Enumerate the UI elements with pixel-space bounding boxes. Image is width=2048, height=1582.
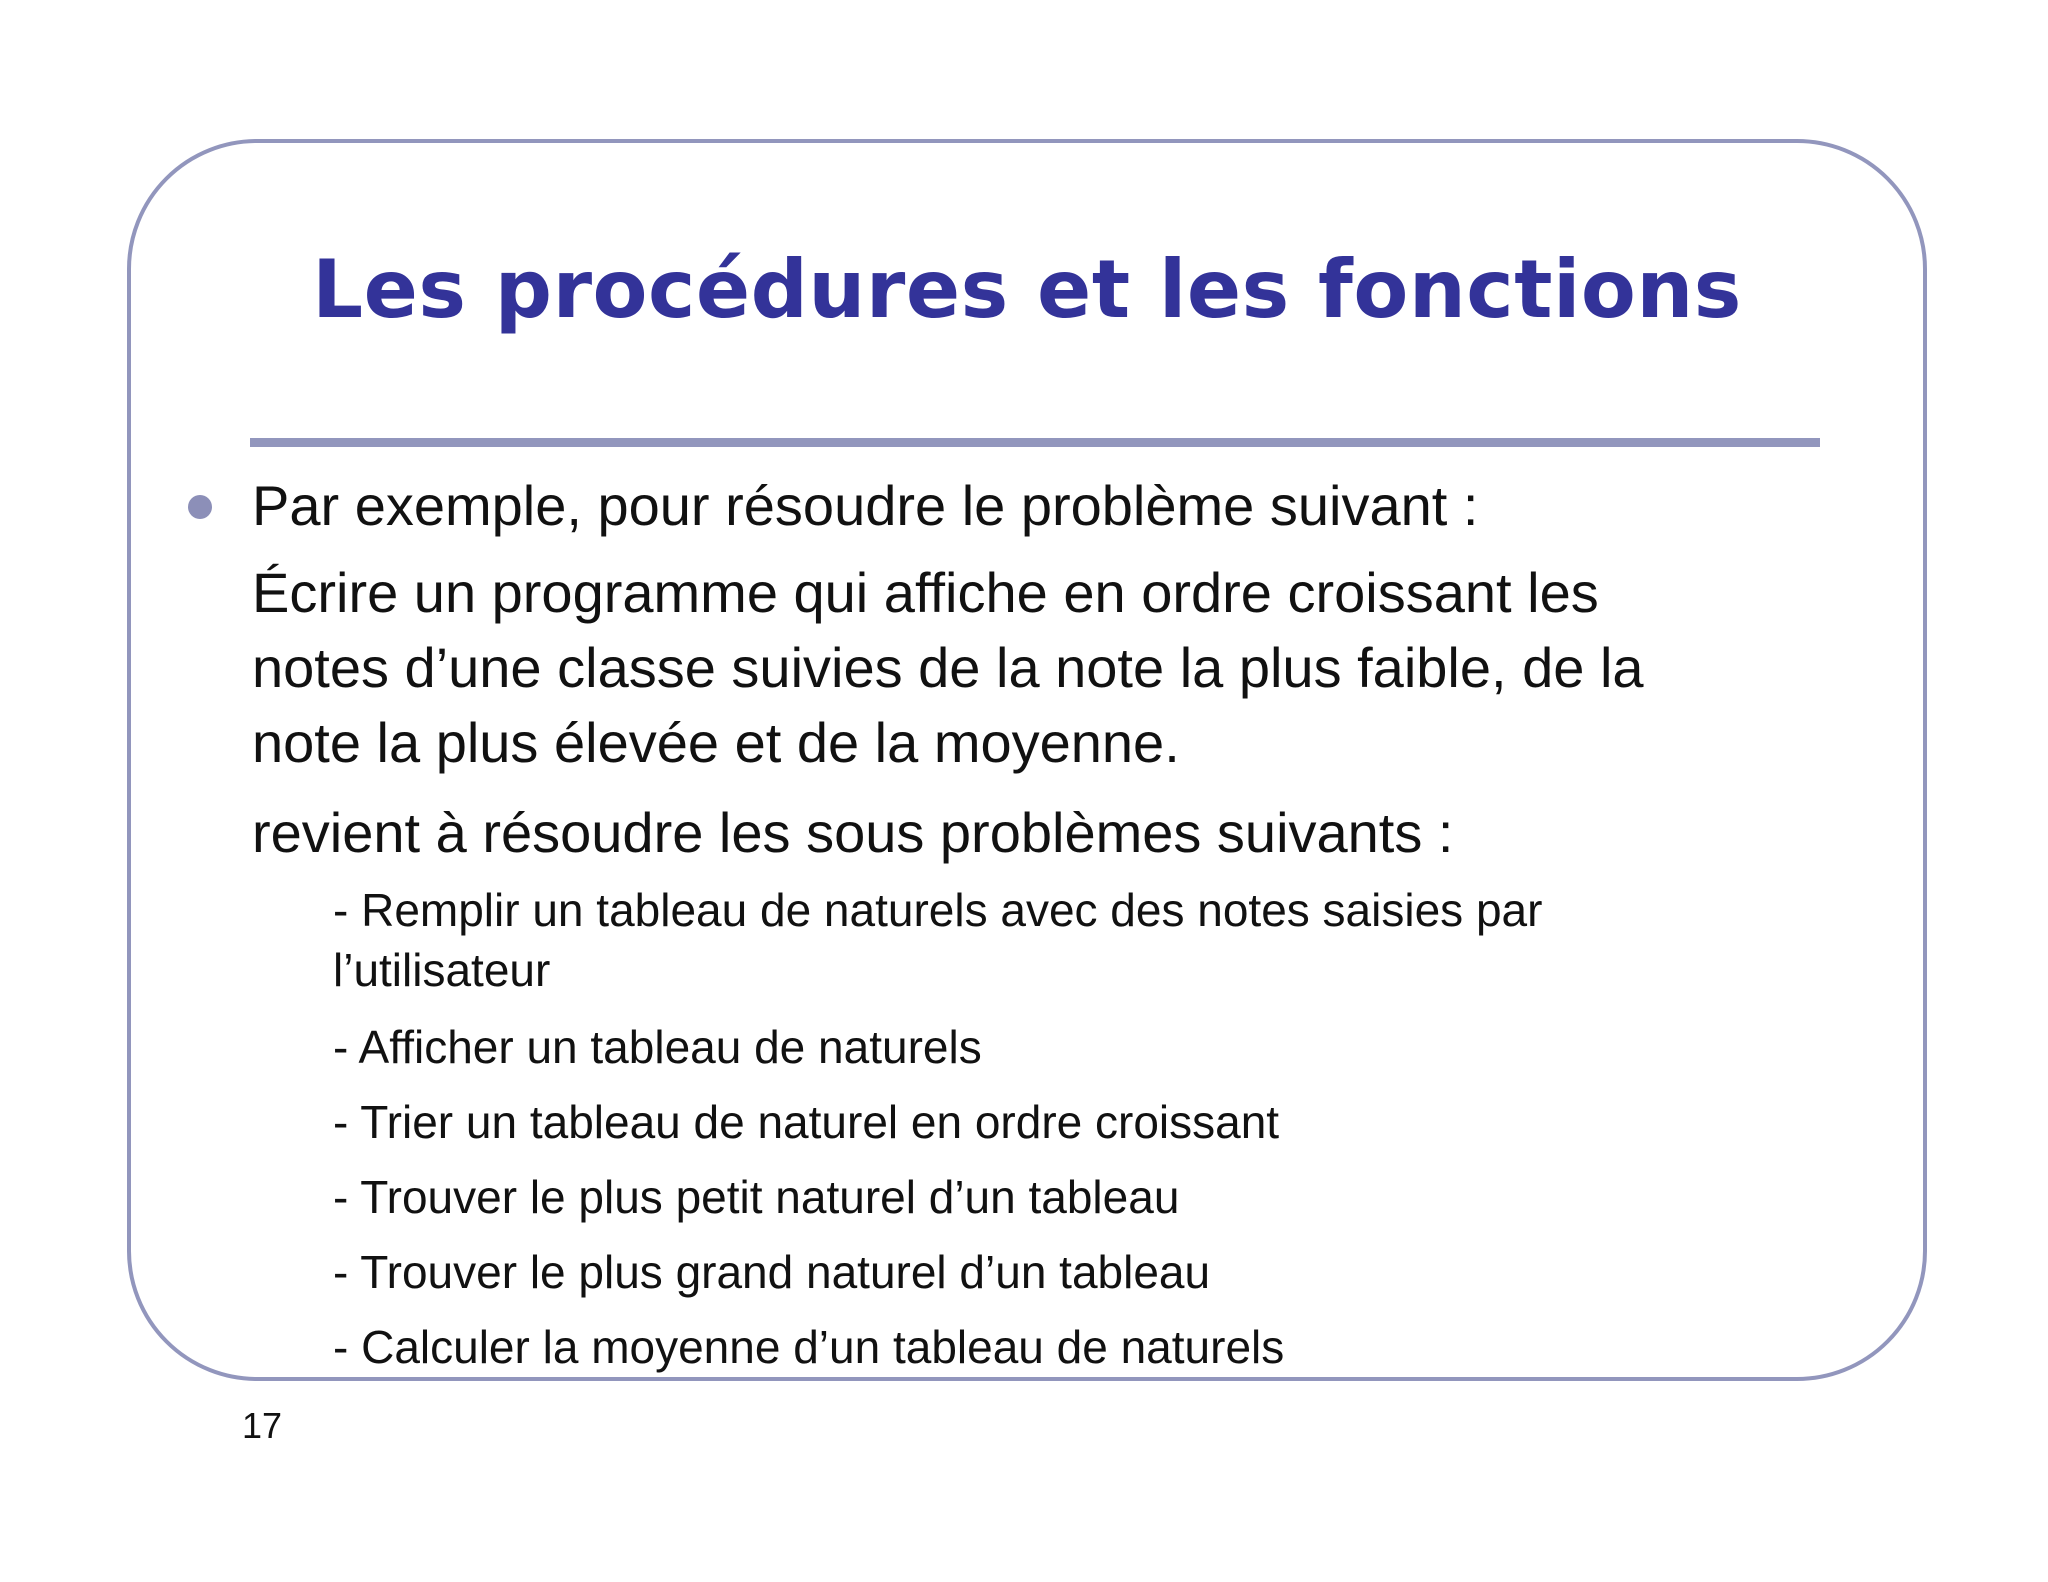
bullet-intro-text: Par exemple, pour résoudre le problème suivant :	[252, 474, 1479, 537]
transition-text: revient à résoudre les sous problèmes suivants :	[252, 801, 1454, 864]
slide-title: Les procédures et les fonctions	[312, 243, 1742, 336]
subproblem-item: - Afficher un tableau de naturels	[333, 1021, 982, 1073]
subproblem-item: - Calculer la moyenne d’un tableau de naturels	[333, 1321, 1285, 1373]
subproblem-item-continuation: l’utilisateur	[333, 944, 551, 996]
subproblem-item: - Trouver le plus petit naturel d’un tableau	[333, 1171, 1180, 1223]
subproblem-item: - Trouver le plus grand naturel d’un tableau	[333, 1246, 1211, 1298]
subproblem-item: - Remplir un tableau de naturels avec des notes saisies par	[333, 884, 1543, 936]
bullet-icon	[188, 495, 212, 519]
problem-line-1: Écrire un programme qui affiche en ordre croissant les	[252, 561, 1599, 624]
subproblem-item: - Trier un tableau de naturel en ordre croissant	[333, 1096, 1280, 1148]
title-divider	[250, 438, 1820, 447]
problem-line-2: notes d’une classe suivies de la note la plus faible, de la	[252, 636, 1644, 699]
page-number: 17	[242, 1405, 283, 1446]
problem-line-3: note la plus élevée et de la moyenne.	[252, 711, 1180, 774]
